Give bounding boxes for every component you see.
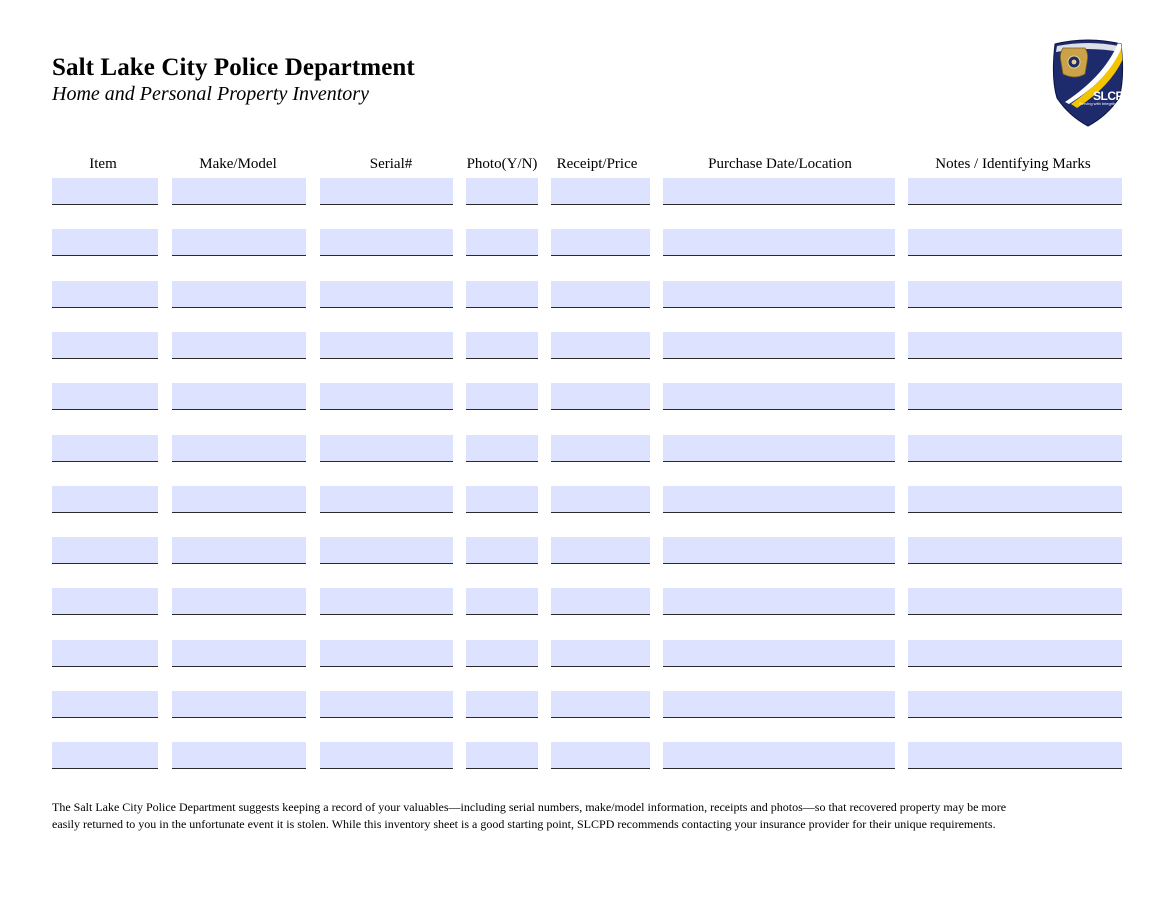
receipt-price-field[interactable]	[551, 332, 650, 359]
column-header-serial: Serial#	[369, 156, 413, 172]
police-badge-icon	[1049, 38, 1127, 128]
notes-identifying-marks-field[interactable]	[908, 486, 1122, 513]
serial-field[interactable]	[320, 588, 453, 615]
purchase-date-location-field[interactable]	[663, 178, 895, 205]
notes-identifying-marks-field[interactable]	[908, 332, 1122, 359]
footer-line-1: The Salt Lake City Police Department suggests keeping a record of your valuables—including serial numbers, make/model information, receipts and photos—so that recovered property may be more	[52, 800, 1007, 814]
item-field[interactable]	[52, 281, 158, 308]
serial-field[interactable]	[320, 383, 453, 410]
serial-field[interactable]	[320, 640, 453, 667]
item-field[interactable]	[52, 383, 158, 410]
item-field[interactable]	[52, 537, 158, 564]
notes-identifying-marks-field[interactable]	[908, 640, 1122, 667]
photo-field[interactable]	[466, 229, 538, 256]
photo-field[interactable]	[466, 178, 538, 205]
make-model-field[interactable]	[172, 281, 306, 308]
make-model-field[interactable]	[172, 383, 306, 410]
purchase-date-location-field[interactable]	[663, 588, 895, 615]
notes-identifying-marks-field[interactable]	[908, 537, 1122, 564]
photo-field[interactable]	[466, 435, 538, 462]
receipt-price-field[interactable]	[551, 178, 650, 205]
serial-field[interactable]	[320, 435, 453, 462]
serial-field[interactable]	[320, 486, 453, 513]
serial-field[interactable]	[320, 281, 453, 308]
purchase-date-location-field[interactable]	[663, 281, 895, 308]
make-model-field[interactable]	[172, 588, 306, 615]
logo-motto: Serving with Integrity	[1079, 101, 1117, 106]
photo-field[interactable]	[466, 588, 538, 615]
make-model-field[interactable]	[172, 486, 306, 513]
notes-identifying-marks-field[interactable]	[908, 742, 1122, 769]
photo-field[interactable]	[466, 332, 538, 359]
purchase-date-location-field[interactable]	[663, 691, 895, 718]
receipt-price-field[interactable]	[551, 640, 650, 667]
logo-text: SLCPD	[1093, 89, 1132, 103]
notes-identifying-marks-field[interactable]	[908, 588, 1122, 615]
make-model-field[interactable]	[172, 742, 306, 769]
footer-note	[52, 799, 1122, 833]
purchase-date-location-field[interactable]	[663, 383, 895, 410]
purchase-date-location-field[interactable]	[663, 742, 895, 769]
item-field[interactable]	[52, 742, 158, 769]
receipt-price-field[interactable]	[551, 537, 650, 564]
purchase-date-location-field[interactable]	[663, 435, 895, 462]
notes-identifying-marks-field[interactable]	[908, 281, 1122, 308]
column-header-make-model: Make/Model	[199, 156, 277, 172]
column-header-purchase-date-location: Purchase Date/Location	[708, 156, 852, 172]
receipt-price-field[interactable]	[551, 691, 650, 718]
photo-field[interactable]	[466, 742, 538, 769]
make-model-field[interactable]	[172, 640, 306, 667]
column-header-notes-identifying-marks: Notes / Identifying Marks	[935, 156, 1091, 172]
column-header-receipt-price: Receipt/Price	[556, 156, 638, 172]
notes-identifying-marks-field[interactable]	[908, 383, 1122, 410]
column-header-photo: Photo(Y/N)	[466, 156, 538, 172]
purchase-date-location-field[interactable]	[663, 332, 895, 359]
item-field[interactable]	[52, 178, 158, 205]
make-model-field[interactable]	[172, 537, 306, 564]
footer-line-2: easily returned to you in the unfortunate event it is stolen. While this inventory sheet is a good starting point, SLCPD recommends contacting your insurance provider for their unique requirements.	[52, 817, 996, 831]
notes-identifying-marks-field[interactable]	[908, 435, 1122, 462]
item-field[interactable]	[52, 332, 158, 359]
receipt-price-field[interactable]	[551, 281, 650, 308]
item-field[interactable]	[52, 640, 158, 667]
make-model-field[interactable]	[172, 229, 306, 256]
photo-field[interactable]	[466, 383, 538, 410]
photo-field[interactable]	[466, 640, 538, 667]
receipt-price-field[interactable]	[551, 486, 650, 513]
notes-identifying-marks-field[interactable]	[908, 229, 1122, 256]
receipt-price-field[interactable]	[551, 588, 650, 615]
photo-field[interactable]	[466, 537, 538, 564]
page-title: Salt Lake City Police Department	[52, 54, 415, 81]
purchase-date-location-field[interactable]	[663, 229, 895, 256]
photo-field[interactable]	[466, 486, 538, 513]
photo-field[interactable]	[466, 281, 538, 308]
column-header-item: Item	[89, 156, 117, 172]
photo-field[interactable]	[466, 691, 538, 718]
notes-identifying-marks-field[interactable]	[908, 691, 1122, 718]
serial-field[interactable]	[320, 742, 453, 769]
item-field[interactable]	[52, 229, 158, 256]
item-field[interactable]	[52, 435, 158, 462]
receipt-price-field[interactable]	[551, 435, 650, 462]
receipt-price-field[interactable]	[551, 383, 650, 410]
receipt-price-field[interactable]	[551, 742, 650, 769]
serial-field[interactable]	[320, 332, 453, 359]
serial-field[interactable]	[320, 691, 453, 718]
receipt-price-field[interactable]	[551, 229, 650, 256]
serial-field[interactable]	[320, 178, 453, 205]
purchase-date-location-field[interactable]	[663, 486, 895, 513]
item-field[interactable]	[52, 486, 158, 513]
item-field[interactable]	[52, 588, 158, 615]
notes-identifying-marks-field[interactable]	[908, 178, 1122, 205]
make-model-field[interactable]	[172, 691, 306, 718]
item-field[interactable]	[52, 691, 158, 718]
serial-field[interactable]	[320, 229, 453, 256]
page-subtitle: Home and Personal Property Inventory	[52, 83, 369, 105]
serial-field[interactable]	[320, 537, 453, 564]
purchase-date-location-field[interactable]	[663, 640, 895, 667]
make-model-field[interactable]	[172, 178, 306, 205]
purchase-date-location-field[interactable]	[663, 537, 895, 564]
make-model-field[interactable]	[172, 332, 306, 359]
make-model-field[interactable]	[172, 435, 306, 462]
